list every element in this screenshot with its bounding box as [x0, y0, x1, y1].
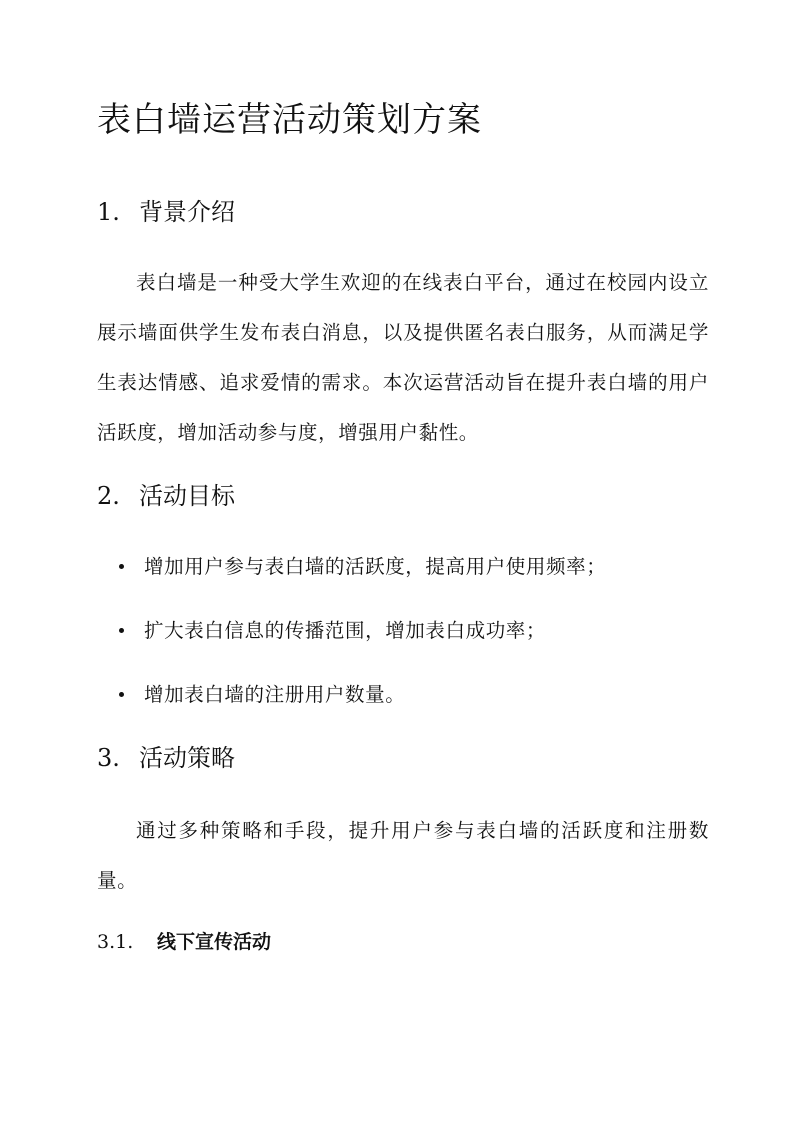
document-title: 表白墙运营活动策划方案	[97, 100, 482, 140]
section-number: 1.	[97, 198, 120, 226]
background-paragraph: 表白墙是一种受大学生欢迎的在线表白平台，通过在校园内设立展示墙面供学生发布表白消息，以及提供匿名表白服务，从而满足学生表达情感、追求爱情的需求。本次运营活动旨在提升表白墙的用户活跃度，增加活动参与度，增强用户黏性。	[97, 271, 709, 444]
bullet-icon	[119, 564, 124, 569]
section-title: 活动策略	[139, 744, 235, 772]
section-heading-goals	[97, 480, 235, 512]
list-item-text: 扩大表白信息的传播范围，增加表白成功率；	[144, 619, 547, 642]
bullet-icon	[119, 628, 124, 633]
section-number: 2.	[97, 482, 120, 510]
section-title: 活动目标	[139, 482, 235, 510]
section-title: 线下宣传活动	[157, 931, 272, 953]
list-item	[97, 611, 606, 675]
section-title: 背景介绍	[139, 198, 235, 226]
strategy-paragraph: 通过多种策略和手段，提升用户参与表白墙的活跃度和注册数量。	[97, 819, 709, 892]
list-item-text: 增加用户参与表白墙的活跃度，提高用户使用频率；	[144, 555, 607, 578]
section-heading-strategy	[97, 742, 235, 774]
section-number: 3.	[97, 744, 120, 772]
list-item	[97, 547, 606, 611]
section-heading-background	[97, 196, 235, 228]
section-number: 3.1.	[97, 931, 134, 953]
bullet-icon	[119, 692, 124, 697]
goals-list	[97, 547, 606, 739]
list-item	[97, 675, 606, 739]
list-item-text: 增加表白墙的注册用户数量。	[144, 683, 406, 706]
subsection-heading-offline	[97, 928, 271, 956]
